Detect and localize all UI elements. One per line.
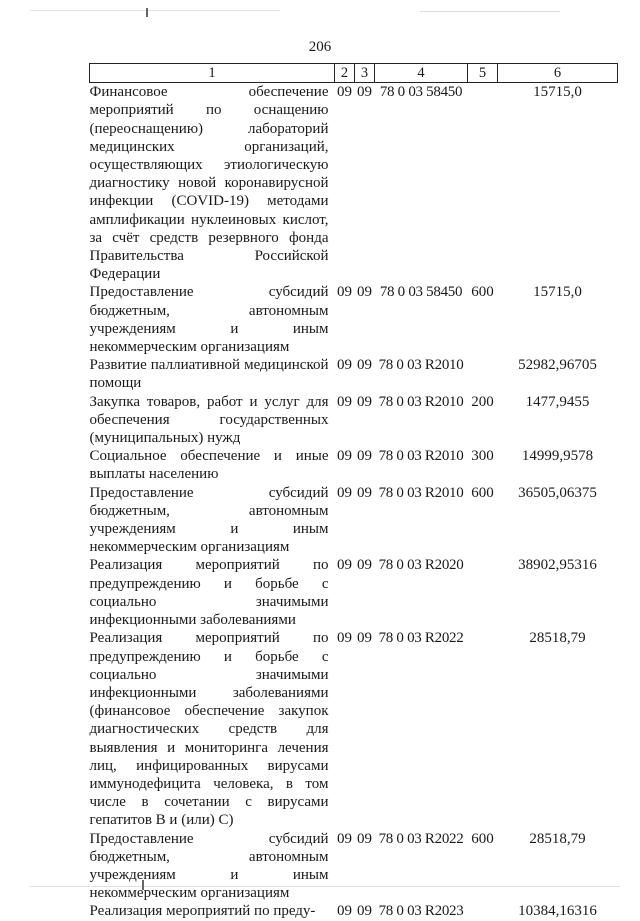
table-row xyxy=(90,83,618,284)
row-target-code: 78 0 03 R2010 xyxy=(378,393,464,410)
row-subsection: 09 xyxy=(357,448,372,465)
row-target-code: 78 0 03 R2022 xyxy=(378,830,464,847)
column-header: 1 xyxy=(90,64,335,83)
row-amount: 52982,96705 xyxy=(518,357,597,374)
scan-speck-top xyxy=(146,8,148,17)
row-name: Предоставление субсидий бюджетным, автономным учреждениям и иным некоммерческим организациям xyxy=(89,830,329,902)
row-amount: 10384,16316 xyxy=(518,903,597,920)
row-subsection: 09 xyxy=(357,557,372,574)
row-name: Закупка товаров, работ и услуг для обеспечения государственных (муниципальных) нужд xyxy=(89,393,329,447)
row-name: Реализация мероприятий по предупреждению и борьбе с социально значимыми инфекционными заболеваниями (финансовое обеспечение закупок диагностических средств для выявления и мониторинга лечения лиц, инфицированных вирусами иммунодефицита человека, в том числе в сочетании с вирусами гепатитов B и (или) C) xyxy=(89,630,329,829)
row-section: 09 xyxy=(337,393,352,410)
budget-table xyxy=(89,63,618,921)
row-amount: 1477,9455 xyxy=(525,393,590,410)
row-expense-type xyxy=(468,902,498,920)
row-section: 09 xyxy=(337,903,352,920)
row-expense-type xyxy=(468,356,498,392)
table-row xyxy=(90,393,618,448)
scan-edge-top-right xyxy=(420,11,560,12)
row-target-code: 78 0 03 R2020 xyxy=(378,557,464,574)
row-section: 09 xyxy=(337,84,352,101)
row-subsection: 09 xyxy=(357,484,372,501)
row-expense-type xyxy=(468,629,498,829)
row-target-code: 78 0 03 R2010 xyxy=(378,357,464,374)
column-header: 3 xyxy=(355,64,375,83)
table-row xyxy=(90,447,618,483)
row-target-code: 78 0 03 58450 xyxy=(379,284,463,301)
row-name: Реализация мероприятий по предупреждению и борьбе с социально значимыми инфекционными заболеваниями xyxy=(89,557,329,629)
row-name: Развитие паллиативной медицинской помощи xyxy=(89,357,329,392)
row-expense-type: 200 xyxy=(471,393,494,410)
row-subsection: 09 xyxy=(357,84,372,101)
column-header: 5 xyxy=(468,64,498,83)
row-target-code: 78 0 03 R2010 xyxy=(378,484,464,501)
row-section: 09 xyxy=(337,284,352,301)
table-row xyxy=(90,356,618,392)
row-target-code: 78 0 03 58450 xyxy=(379,84,463,101)
column-header: 2 xyxy=(335,64,355,83)
row-amount: 15715,0 xyxy=(533,284,582,301)
row-section: 09 xyxy=(337,484,352,501)
row-target-code: 78 0 03 R2023 xyxy=(378,903,464,920)
row-name: Социальное обеспечение и иные выплаты населению xyxy=(89,448,329,483)
row-amount: 28518,79 xyxy=(529,830,586,847)
row-expense-type: 600 xyxy=(471,284,494,301)
row-subsection: 09 xyxy=(357,630,372,647)
row-expense-type xyxy=(468,556,498,629)
row-subsection: 09 xyxy=(357,903,372,920)
row-section: 09 xyxy=(337,557,352,574)
scan-edge-top xyxy=(30,10,280,11)
row-expense-type xyxy=(468,83,498,284)
row-section: 09 xyxy=(337,630,352,647)
row-target-code: 78 0 03 R2010 xyxy=(378,448,464,465)
table-row xyxy=(90,830,618,903)
row-amount: 36505,06375 xyxy=(518,484,597,501)
row-name: Финансовое обеспечение мероприятий по оснащению (переоснащению) лабораторий медицинских организаций, осуществляющих этиологическую диагностику новой коронавирусной инфекции (COVID-19) методами амплификации нуклеиновых кислот, за счёт средств резервного фонда Правительства Российской Федерации xyxy=(89,84,329,283)
table-row xyxy=(90,484,618,557)
row-expense-type: 600 xyxy=(471,484,494,501)
row-target-code: 78 0 03 R2022 xyxy=(378,630,464,647)
table-row xyxy=(90,629,618,829)
table-row xyxy=(90,902,618,920)
row-section: 09 xyxy=(337,830,352,847)
column-header: 6 xyxy=(498,64,618,83)
row-expense-type: 600 xyxy=(471,830,494,847)
row-subsection: 09 xyxy=(357,284,372,301)
row-subsection: 09 xyxy=(357,393,372,410)
table-row xyxy=(90,556,618,629)
row-amount: 28518,79 xyxy=(529,630,586,647)
row-subsection: 09 xyxy=(357,830,372,847)
row-section: 09 xyxy=(337,448,352,465)
row-section: 09 xyxy=(337,357,352,374)
page-number: 206 xyxy=(308,39,332,55)
table-header-row xyxy=(90,64,618,83)
row-name: Реализация мероприятий по преду- xyxy=(89,903,316,920)
row-name: Предоставление субсидий бюджетным, автономным учреждениям и иным некоммерческим организациям xyxy=(89,484,329,556)
row-amount: 38902,95316 xyxy=(518,557,597,574)
row-amount: 15715,0 xyxy=(533,84,582,101)
row-name: Предоставление субсидий бюджетным, автономным учреждениям и иным некоммерческим организациям xyxy=(89,284,329,356)
row-expense-type: 300 xyxy=(471,448,494,465)
row-subsection: 09 xyxy=(357,357,372,374)
column-header: 4 xyxy=(375,64,468,83)
table-row xyxy=(90,283,618,356)
row-amount: 14999,9578 xyxy=(521,448,594,465)
